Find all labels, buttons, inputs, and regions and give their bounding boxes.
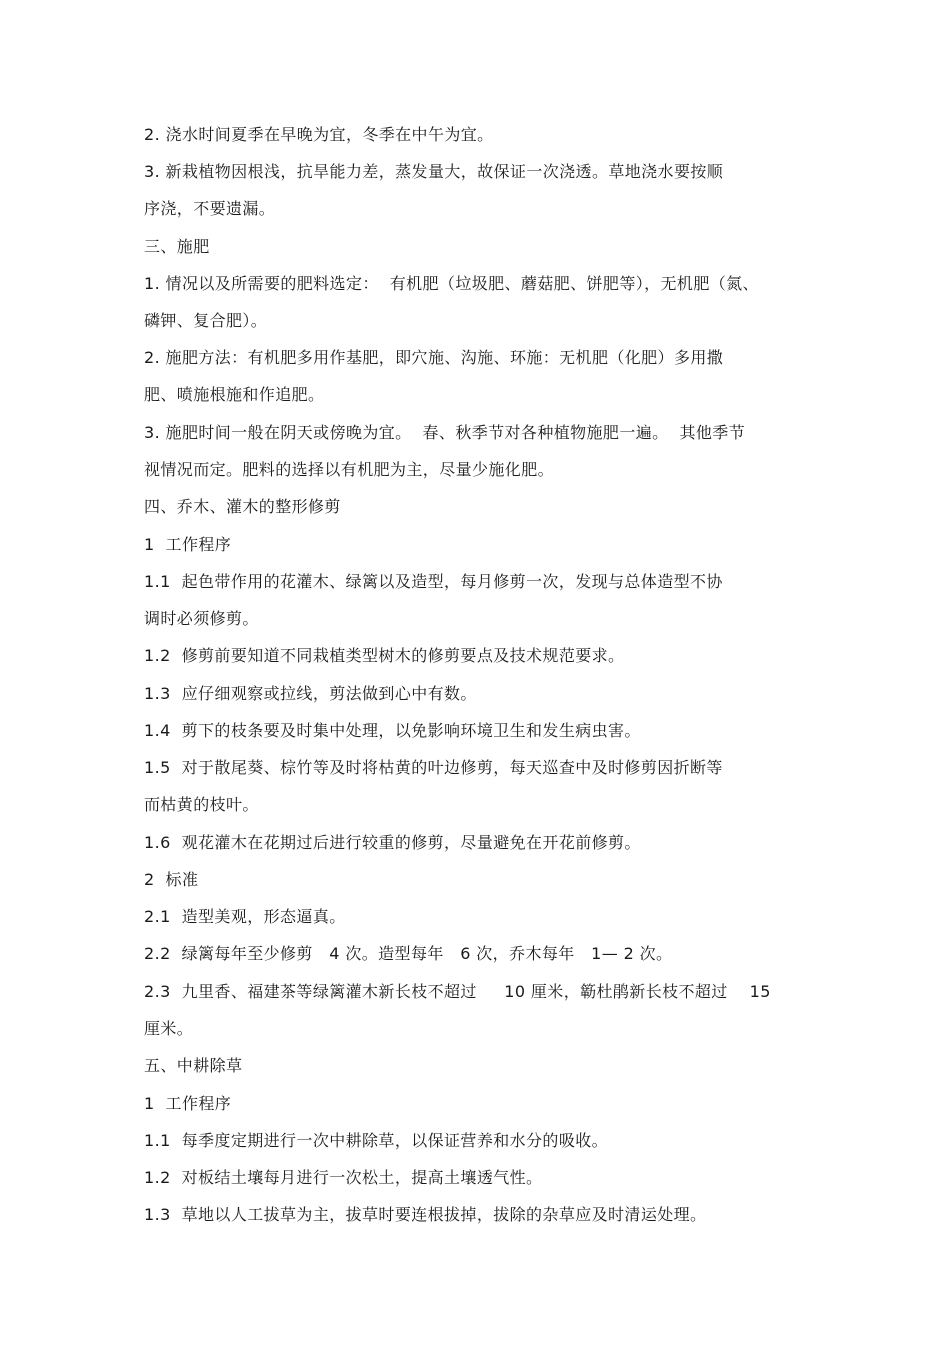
text-line: 而枯黄的枝叶。: [144, 795, 259, 814]
text-line: 3. 施肥时间一般在阴天或傍晚为宜。 春、秋季节对各种植物施肥一遍。 其他季节: [144, 423, 746, 442]
text-line: 肥、喷施根施和作追肥。: [144, 385, 325, 404]
text-line: 序浇，不要遗漏。: [144, 199, 276, 218]
text-line: 2. 施肥方法：有机肥多用作基肥，即穴施、沟施、环施：无机肥（化肥）多用撒: [144, 348, 724, 367]
text-line: 视情况而定。肥料的选择以有机肥为主，尽量少施化肥。: [144, 460, 555, 479]
text-line: 2.3 九里香、福建茶等绿篱灌木新长枝不超过 10 厘米，簕杜鹃新长枝不超过 15: [144, 982, 771, 1001]
text-line: 1.3 应仔细观察或拉线，剪法做到心中有数。: [144, 684, 477, 703]
subsection-heading: 1 工作程序: [144, 1094, 232, 1113]
section-heading: 五、中耕除草: [144, 1056, 243, 1075]
text-line: 2.2 绿篱每年至少修剪 4 次。造型每年 6 次，乔木每年 1— 2 次。: [144, 944, 673, 963]
text-line: 2. 浇水时间夏季在早晚为宜，冬季在中午为宜。: [144, 125, 494, 144]
text-line: 1.2 对板结土壤每月进行一次松土，提高土壤透气性。: [144, 1168, 543, 1187]
text-line: 磷钾、复合肥）。: [144, 311, 268, 330]
section-heading: 三、施肥: [144, 237, 210, 256]
text-line: 1.6 观花灌木在花期过后进行较重的修剪，尽量避免在开花前修剪。: [144, 833, 641, 852]
subsection-heading: 1 工作程序: [144, 535, 232, 554]
text-line: 1.5 对于散尾葵、棕竹等及时将枯黄的叶边修剪，每天巡查中及时修剪因折断等: [144, 758, 723, 777]
text-line: 调时必须修剪。: [144, 609, 259, 628]
text-line: 1. 情况以及所需要的肥料选定： 有机肥（垃圾肥、蘑菇肥、饼肥等），无机肥（氮、: [144, 274, 759, 293]
subsection-heading: 2 标准: [144, 870, 199, 889]
text-line: 1.4 剪下的枝条要及时集中处理，以免影响环境卫生和发生病虫害。: [144, 721, 641, 740]
text-line: 1.1 起色带作用的花灌木、绿篱以及造型，每月修剪一次，发现与总体造型不协: [144, 572, 723, 591]
text-line: 2.1 造型美观，形态逼真。: [144, 907, 346, 926]
text-line: 厘米。: [144, 1019, 194, 1038]
section-heading: 四、乔木、灌木的整形修剪: [144, 497, 341, 516]
text-line: 1.2 修剪前要知道不同栽植类型树木的修剪要点及技术规范要求。: [144, 646, 625, 665]
text-line: 3. 新栽植物因根浅，抗旱能力差，蒸发量大，故保证一次浇透。草地浇水要按顺: [144, 162, 724, 181]
text-line: 1.1 每季度定期进行一次中耕除草，以保证营养和水分的吸收。: [144, 1131, 609, 1150]
text-line: 1.3 草地以人工拔草为主，拔草时要连根拔掉，拔除的杂草应及时清运处理。: [144, 1205, 707, 1224]
